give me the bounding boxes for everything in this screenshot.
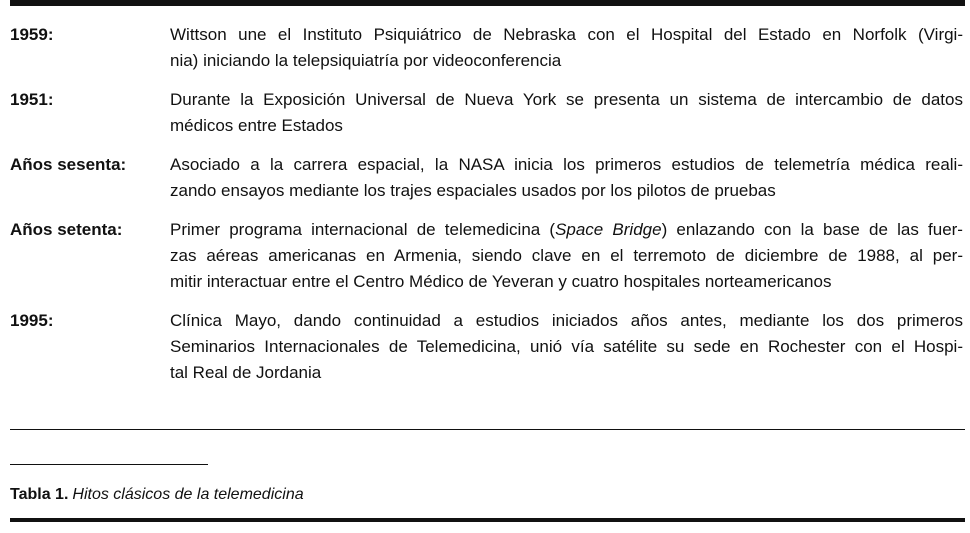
description-line: zas aéreas americanas en Armenia, siendo clave en el terremoto de diciembre de 1988, al per-: [170, 246, 963, 265]
row-year-label: Años setenta:: [10, 220, 123, 239]
row-description: [170, 217, 965, 295]
description-line: tal Real de Jordania: [170, 363, 322, 382]
text-segment: Primer programa internacional de telemedicina (: [170, 220, 556, 239]
text-segment: ) enlazando con la base de las fuer-: [661, 220, 963, 239]
caption-text: Hitos clásicos de la telemedicina: [72, 486, 304, 503]
table-row: [10, 22, 965, 74]
row-year-label: 1951:: [10, 90, 54, 109]
description-line: [170, 217, 963, 243]
description-line: Clínica Mayo, dando continuidad a estudios iniciados años antes, mediante los dos primeros: [170, 311, 963, 330]
description-line: nia) iniciando la telepsiquiatría por videoconferencia: [170, 51, 562, 70]
table-caption: [10, 484, 304, 506]
description-line: Durante la Exposición Universal de Nueva York se presenta un sistema de intercambio de datos: [170, 90, 963, 109]
description-line: médicos entre Estados: [170, 116, 343, 135]
row-description: [170, 22, 965, 74]
table-row: [10, 152, 965, 204]
description-line: Seminarios Internacionales de Telemedicina, unió vía satélite su sede en Rochester con el Hospi-: [170, 337, 963, 356]
row-description: [170, 152, 965, 204]
row-description: [170, 308, 965, 386]
top-rule: [10, 0, 965, 6]
table-row: [10, 308, 965, 386]
row-year-label: 1995:: [10, 311, 54, 330]
table-bottom-rule: [10, 429, 965, 430]
milestones-table: [10, 22, 965, 399]
description-line: mitir interactuar entre el Centro Médico de Yeveran y cuatro hospitales norteamericanos: [170, 272, 832, 291]
description-line: Asociado a la carrera espacial, la NASA inicia los primeros estudios de telemetría médica reali-: [170, 155, 963, 174]
bottom-rule: [10, 518, 965, 522]
caption-label: Tabla 1.: [10, 486, 69, 503]
caption-separator-rule: [10, 464, 208, 465]
table-row: [10, 87, 965, 139]
description-line: zando ensayos mediante los trajes espaciales usados por los pilotos de pruebas: [170, 181, 776, 200]
row-year-label: 1959:: [10, 25, 54, 44]
row-description: [170, 87, 965, 139]
row-year-label: Años sesenta:: [10, 155, 127, 174]
description-line: Wittson une el Instituto Psiquiátrico de Nebraska con el Hospital del Estado en Norfolk (Virgi-: [170, 25, 963, 44]
italic-term: Space Bridge: [555, 220, 662, 239]
table-row: [10, 217, 965, 295]
